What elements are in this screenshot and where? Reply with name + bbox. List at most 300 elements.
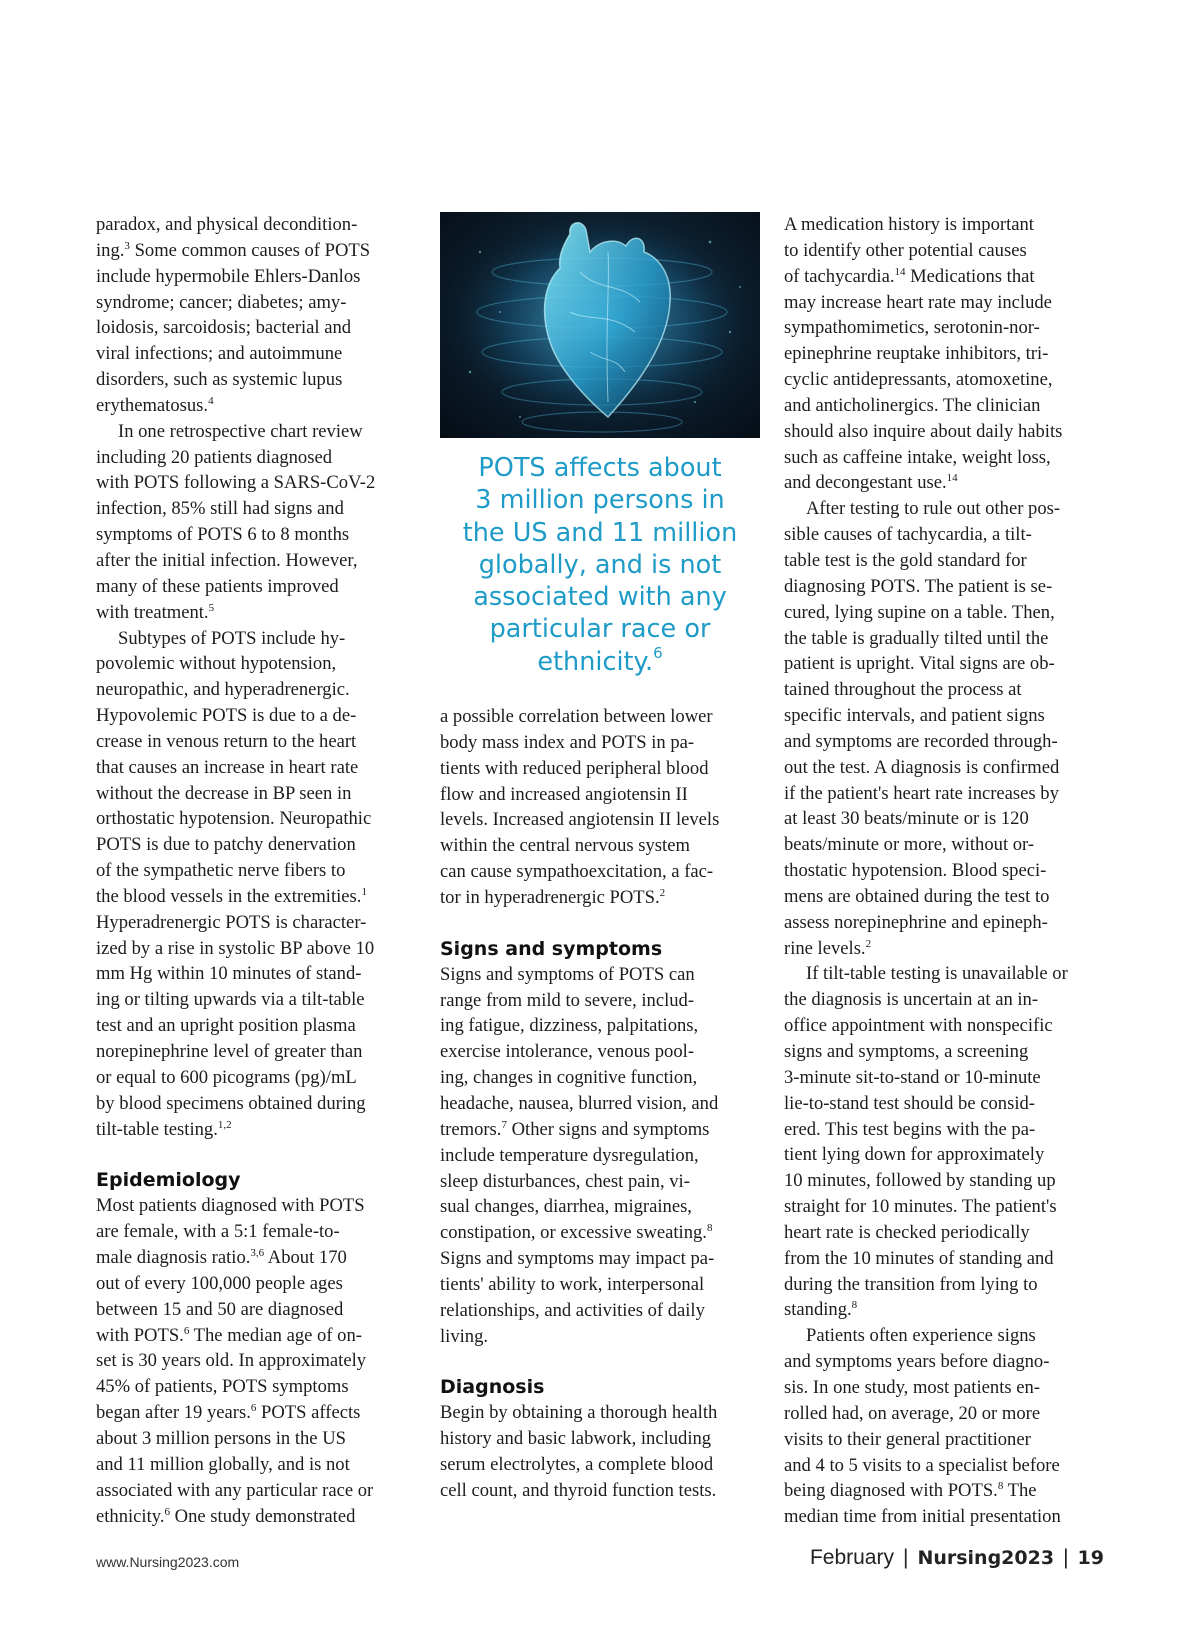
text-segment: such as caffeine intake, weight loss, [784,446,1051,468]
text-line [784,1013,1104,1039]
text-segment: exercise intolerance, venous pool- [440,1041,695,1063]
text-line [96,781,411,807]
text-segment: viral infections; and autoimmune [96,343,343,365]
text-segment: ized by a rise in systolic BP above 10 [96,937,375,959]
text-line [440,581,760,613]
text-segment: cyclic antidepressants, atomoxetine, [784,369,1053,391]
text-line [784,987,1104,1013]
paragraph-tilt-table [784,496,1104,961]
text-line [440,756,760,782]
text-segment: epinephrine reuptake inhibitors, tri- [784,343,1049,365]
text-line [784,626,1104,652]
text-segment: diagnosing POTS. The patient is se- [784,575,1053,597]
text-line [784,910,1104,936]
text-line [440,730,760,756]
text-segment: if the patient's heart rate increases by [784,782,1059,804]
text-segment: Patients often experience signs [806,1325,1036,1347]
text-segment: Other signs and symptoms [506,1118,710,1140]
column-left [96,212,411,1529]
text-segment: with POTS following a SARS-CoV-2 [96,472,376,494]
text-line [440,1426,760,1452]
text-line [784,1401,1104,1427]
text-line [784,212,1104,238]
text-segment: norepinephrine level of greater than [96,1041,363,1062]
text-line [440,1117,760,1143]
text-segment: from the 10 minutes of standing and [784,1247,1054,1269]
text-line [440,613,760,645]
column-middle [440,704,760,1504]
text-segment: history and basic labwork, including [440,1428,712,1450]
text-segment: A medication history is important [784,214,1034,235]
text-line [784,445,1104,471]
text-line [784,1453,1104,1479]
text-segment: include hypermobile Ehlers-Danlos [96,265,361,287]
heading-epidemiology: Epidemiology [96,1169,241,1192]
text-line [784,1272,1104,1298]
text-segment: test and an upright position plasma [96,1015,356,1037]
text-segment: by blood specimens obtained during [96,1092,366,1114]
text-line [784,806,1104,832]
text-line [784,419,1104,445]
text-segment: may increase heart rate may include [784,291,1052,313]
text-segment: and 11 million globally, and is not [96,1453,350,1475]
text-line [96,1271,411,1297]
text-line [784,548,1104,574]
text-line [784,290,1104,316]
reference-superscript: 7 [501,1118,507,1131]
text-segment: ing fatigue, dizziness, palpitations, [440,1015,699,1037]
text-line [440,859,760,885]
text-line [440,1143,760,1169]
text-segment: lie-to-stand test should be consid- [784,1092,1035,1114]
text-segment: without the decrease in BP seen in [96,782,352,804]
text-segment: should also inquire about daily habits [784,420,1063,442]
text-segment: serum electrolytes, a complete blood [440,1454,714,1476]
reference-superscript: 6 [250,1402,257,1415]
text-segment: About 170 [264,1247,347,1269]
text-line [96,1374,411,1400]
reference-superscript: 6 [183,1324,190,1337]
footer-separator: | [1063,1546,1069,1569]
text-line [784,729,1104,755]
text-line [96,1091,411,1117]
text-segment: loidosis, sarcoidosis; bacterial and [96,317,352,339]
text-segment: tient lying down for approximately [784,1144,1045,1166]
text-segment: POTS is due to patchy denervation [96,834,356,856]
text-segment: that causes an increase in heart rate [96,756,359,778]
text-line [96,910,411,936]
text-line [96,264,411,290]
text-segment: sis. In one study, most patients en- [784,1376,1040,1398]
text-segment: at least 30 beats/minute or is 120 [784,808,1029,830]
pull-quote [440,452,760,678]
text-line [440,782,760,808]
text-line [96,1039,411,1065]
reference-superscript: 14 [946,472,958,485]
text-line [784,1349,1104,1375]
text-segment: include temperature dysregulation, [440,1144,699,1166]
paragraph-causes [96,212,411,419]
text-segment: constipation, or excessive sweating. [440,1222,707,1244]
text-line [440,1039,760,1065]
text-segment: thostatic hypotension. Blood speci- [784,860,1047,882]
text-segment: of tachycardia. [784,265,895,287]
text-line [440,704,760,730]
reference-superscript: 8 [706,1222,713,1235]
reference-superscript: 1,2 [217,1118,232,1131]
text-line [96,651,411,677]
text-segment: specific intervals, and patient signs [784,705,1045,727]
text-line [784,677,1104,703]
text-segment: paradox, and physical decondition- [96,214,358,235]
footer-separator: | [902,1546,909,1569]
text-segment: and 4 to 5 visits to a specialist before [784,1454,1060,1476]
text-line [96,961,411,987]
text-segment: or equal to 600 picograms (pg)/mL [96,1066,357,1088]
text-line [784,1039,1104,1065]
text-segment: POTS affects [256,1402,361,1424]
text-segment: associated with any particular race or [96,1479,374,1501]
text-segment: the diagnosis is uncertain at an in- [784,989,1039,1011]
text-line [784,1091,1104,1117]
text-segment: tilt-table testing. [96,1118,218,1140]
text-line [96,755,411,781]
text-segment: beats/minute or more, without or- [784,834,1035,856]
text-line [784,884,1104,910]
text-line [96,729,411,755]
text-line [96,445,411,471]
text-segment: The [1003,1480,1037,1502]
text-segment: heart rate is checked periodically [784,1221,1030,1243]
text-line [440,452,760,484]
text-line [784,858,1104,884]
text-line [784,1117,1104,1143]
text-segment: erythematosus. [96,394,209,416]
reference-superscript: 3,6 [250,1247,265,1260]
text-line [784,781,1104,807]
text-segment: out of every 100,000 people ages [96,1272,343,1294]
text-segment: between 15 and 50 are diagnosed [96,1298,344,1320]
text-segment: If tilt-table testing is unavailable or [806,963,1068,985]
text-line [440,1478,760,1504]
text-line [784,1065,1104,1091]
text-line [96,987,411,1013]
text-segment: assess norepinephrine and epineph- [784,911,1048,933]
text-segment: the table is gradually tilted until the [784,627,1049,649]
text-line [96,600,411,626]
text-line [784,1142,1104,1168]
reference-superscript: 1 [361,885,367,898]
text-line [96,315,411,341]
text-line [784,651,1104,677]
text-segment: In one retrospective chart review [118,420,363,442]
heading-signs-and-symptoms: Signs and symptoms [440,937,663,960]
text-segment: mens are obtained during the test to [784,885,1050,907]
text-segment: ing or tilting upwards via a tilt-table [96,989,365,1011]
text-line [784,315,1104,341]
text-segment: Hyperadrenergic POTS is character- [96,911,367,933]
text-line [96,548,411,574]
page-number: 19 [1077,1547,1104,1569]
heading-diagnosis: Diagnosis [440,1376,545,1399]
text-segment: tients' ability to work, interpersonal [440,1273,705,1295]
text-segment: and symptoms are recorded through- [784,730,1058,752]
text-line [96,1117,411,1143]
text-segment: Some common causes of POTS [129,239,371,261]
text-line [440,833,760,859]
text-segment: can cause sympathoexcitation, a fac- [440,861,714,883]
text-segment: table test is the gold standard for [784,549,1027,571]
text-segment: signs and symptoms, a screening [784,1041,1029,1062]
text-line [440,1220,760,1246]
reference-superscript: 8 [997,1480,1004,1493]
text-line [96,496,411,522]
text-line [96,703,411,729]
text-segment: Signs and symptoms of POTS can [440,963,695,985]
text-line [440,1452,760,1478]
text-segment: syndrome; cancer; diabetes; amy- [96,291,347,313]
text-line [96,832,411,858]
text-segment: set is 30 years old. In approximately [96,1350,367,1372]
text-line [96,1452,411,1478]
text-line [96,341,411,367]
text-line [96,212,411,238]
text-line [784,961,1104,987]
text-line [440,807,760,833]
text-line [440,484,760,516]
paragraph-chart-review [96,419,411,626]
text-line [96,522,411,548]
text-segment: Medications that [905,265,1035,287]
text-segment: tremors. [440,1118,502,1140]
text-segment: living. [440,1325,489,1347]
text-line [96,1013,411,1039]
text-line [96,1297,411,1323]
text-line [784,496,1104,522]
text-segment: particular race or [489,614,711,645]
text-line [784,264,1104,290]
text-segment: straight for 10 minutes. The patient's [784,1196,1057,1218]
text-segment: The median age of on- [189,1324,362,1346]
text-segment: relationships, and activities of daily [440,1299,705,1321]
text-segment: the blood vessels in the extremities. [96,885,362,907]
text-line [96,367,411,393]
text-line [784,393,1104,419]
text-segment: One study demonstrated [170,1505,356,1527]
text-segment: are female, with a 5:1 female-to- [96,1221,340,1243]
text-segment: many of these patients improved [96,575,339,597]
reference-superscript: 6 [653,643,663,662]
text-line [96,1193,411,1219]
text-line [784,703,1104,729]
text-segment: out the test. A diagnosis is confirmed [784,756,1060,778]
text-segment: Subtypes of POTS include hy- [118,627,346,649]
text-line [784,1297,1104,1323]
text-line [440,1400,760,1426]
text-segment: mm Hg within 10 minutes of stand- [96,963,362,985]
text-segment: male diagnosis ratio. [96,1247,251,1269]
text-segment: office appointment with nonspecific [784,1015,1053,1037]
text-segment: orthostatic hypotension. Neuropathic [96,808,372,830]
text-segment: sleep disturbances, chest pain, vi- [440,1170,690,1192]
text-segment: disorders, such as systemic lupus [96,369,343,391]
text-line [440,517,760,549]
text-segment: body mass index and POTS in pa- [440,731,695,753]
text-segment: during the transition from lying to [784,1273,1038,1295]
text-segment: globally, and is not [478,549,722,580]
text-segment: sympathomimetics, serotonin-nor- [784,317,1040,339]
text-line [440,1194,760,1220]
text-line [96,626,411,652]
text-line [440,1091,760,1117]
text-segment: and symptoms years before diagno- [784,1351,1050,1373]
text-line [440,962,760,988]
reference-superscript: 2 [865,937,872,950]
column-right [784,212,1104,1530]
text-line [784,755,1104,781]
text-line [96,677,411,703]
paragraph-epidemiology [96,1193,411,1529]
text-segment: crease in venous return to the heart [96,730,357,752]
text-line [784,1220,1104,1246]
text-segment: rolled had, on average, 20 or more [784,1402,1041,1424]
text-segment: patient is upright. Vital signs are ob- [784,653,1055,675]
footer-magazine-name: Nursing2023 [917,1547,1055,1569]
text-line [96,419,411,445]
text-line [440,1324,760,1350]
text-segment: 45% of patients, POTS symptoms [96,1376,349,1398]
text-segment: 10 minutes, followed by standing up [784,1170,1056,1192]
text-segment: neuropathic, and hyperadrenergic. [96,679,350,701]
text-segment: Begin by obtaining a thorough health [440,1402,718,1424]
text-segment: Most patients diagnosed with POTS [96,1195,365,1217]
text-segment: began after 19 years. [96,1402,251,1424]
text-line [96,393,411,419]
text-line [96,884,411,910]
text-line [784,367,1104,393]
text-line [784,1478,1104,1504]
text-segment: with POTS. [96,1324,184,1346]
text-line [784,1323,1104,1349]
text-segment: and anticholinergics. The clinician [784,394,1041,416]
text-segment: ing, changes in cognitive function, [440,1067,698,1089]
text-segment: associated with any [473,582,727,613]
text-segment: of the sympathetic nerve fibers to [96,860,346,882]
text-segment: range from mild to severe, includ- [440,989,695,1011]
text-segment: flow and increased angiotensin II [440,783,688,805]
text-line [784,1246,1104,1272]
reference-superscript: 14 [894,265,906,278]
text-line [96,1478,411,1504]
text-segment: sual changes, diarrhea, migraines, [440,1196,692,1218]
reference-superscript: 3 [124,239,130,252]
text-segment: After testing to rule out other pos- [806,498,1061,520]
text-line [96,806,411,832]
text-segment: rine levels. [784,937,866,959]
paragraph-sit-to-stand [784,961,1104,1323]
text-segment: tients with reduced peripheral blood [440,757,709,779]
text-line [440,1298,760,1324]
text-segment: 3 million persons in [475,485,725,516]
text-segment: Hypovolemic POTS is due to a de- [96,705,357,727]
paragraph-delay-in-diagnosis [784,1323,1104,1530]
text-line [784,470,1104,496]
reference-superscript: 8 [851,1299,858,1312]
footer-folio [810,1546,1104,1570]
text-line [96,1504,411,1530]
text-segment: within the central nervous system [440,835,690,857]
text-line [96,1426,411,1452]
text-segment: ethnicity. [96,1505,165,1527]
text-line [784,832,1104,858]
text-segment: ing. [96,239,125,261]
text-segment: infection, 85% still had signs and [96,498,344,520]
text-line [784,1427,1104,1453]
text-segment: cured, lying supine on a table. Then, [784,601,1055,623]
text-segment: sible causes of tachycardia, a tilt- [784,524,1032,546]
text-segment: Signs and symptoms may impact pa- [440,1248,715,1270]
paragraph-correlation [440,704,760,911]
text-line [440,549,760,581]
text-segment: median time from initial presentation [784,1506,1061,1528]
text-segment: including 20 patients diagnosed [96,446,332,468]
text-line [784,1504,1104,1530]
text-line [784,522,1104,548]
text-segment: cell count, and thyroid function tests. [440,1479,717,1501]
footer-month: February [809,1546,894,1569]
text-segment: with treatment. [96,601,209,623]
paragraph-diagnosis [440,1400,760,1503]
paragraph-subtypes [96,626,411,1143]
text-segment: symptoms of POTS 6 to 8 months [96,524,350,546]
paragraph-medication-history [784,212,1104,496]
text-line [440,643,760,678]
text-segment: after the initial infection. However, [96,549,358,571]
text-line [440,988,760,1014]
paragraph-signs-and-symptoms [440,962,760,1350]
text-segment: tor in hyperadrenergic POTS. [440,886,660,908]
reference-superscript: 6 [164,1505,171,1518]
text-line [440,1065,760,1091]
text-line [440,1013,760,1039]
text-line [440,1272,760,1298]
text-segment: tained throughout the process at [784,679,1022,701]
heart-hologram-image [440,212,760,438]
text-line [96,858,411,884]
text-segment: and decongestant use. [784,472,947,494]
text-line [96,936,411,962]
text-line [440,885,760,911]
text-segment: ethnicity. [537,646,654,677]
text-line [96,574,411,600]
text-line [440,1169,760,1195]
text-line [784,1375,1104,1401]
text-segment: POTS affects about [478,453,722,483]
text-line [96,1323,411,1349]
text-segment: levels. Increased angiotensin II levels [440,809,720,831]
text-segment: povolemic without hypotension, [96,653,337,675]
text-segment: a possible correlation between lower [440,706,713,727]
text-segment: ered. This test begins with the pa- [784,1118,1036,1140]
text-line [440,1246,760,1272]
text-line [784,1194,1104,1220]
reference-superscript: 2 [659,886,666,899]
text-segment: to identify other potential causes [784,239,1027,261]
text-line [96,1245,411,1271]
text-segment: headache, nausea, blurred vision, and [440,1092,719,1114]
text-line [96,1065,411,1091]
text-segment: about 3 million persons in the US [96,1427,346,1449]
